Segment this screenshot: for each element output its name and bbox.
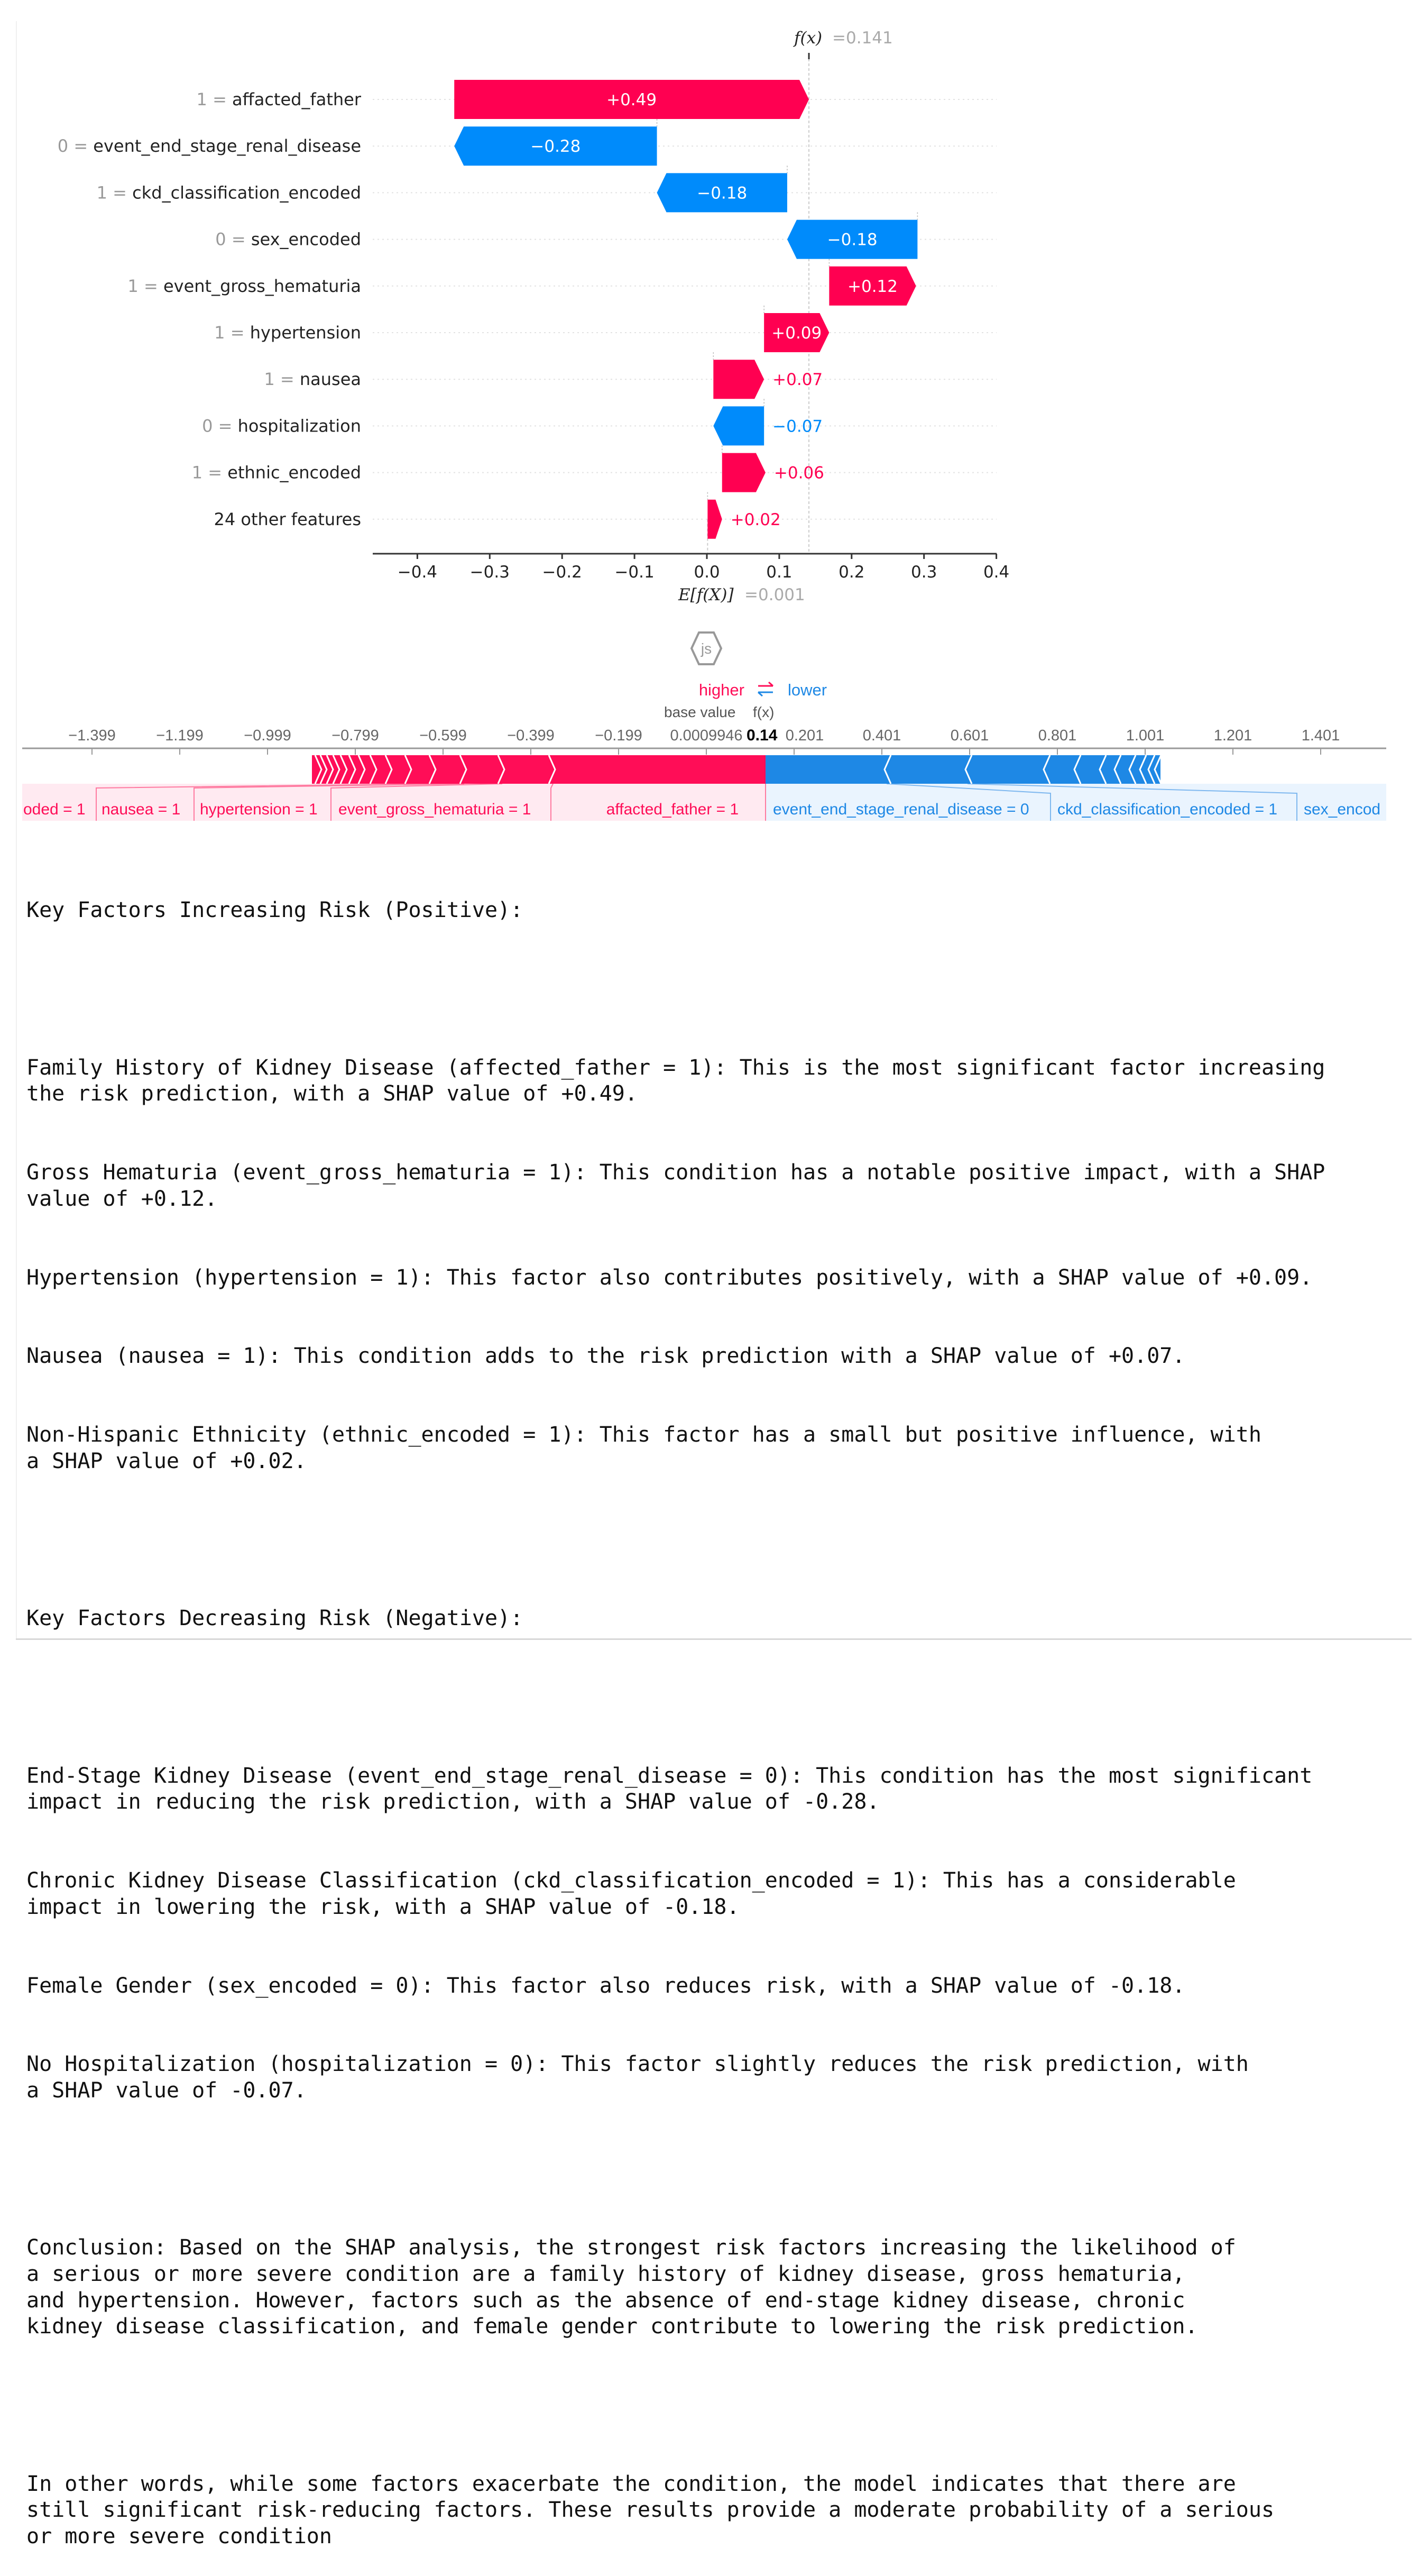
force-tick-label: −1.399	[68, 727, 116, 744]
force-tick-label: 0.401	[862, 727, 901, 744]
fx-output-value: 0.14	[747, 727, 778, 744]
feature-name: ethnic_encoded	[227, 462, 361, 483]
force-tick-label: −0.599	[419, 727, 467, 744]
negative-item: No Hospitalization (hospitalization = 0): This factor slightly reduces the risk prediction, with a SHAP value of -0.07.	[26, 2052, 1249, 2103]
force-tick-label: 1.401	[1301, 727, 1340, 744]
feature-name: sex_encoded	[251, 229, 361, 250]
bar-value-label: −0.28	[530, 137, 581, 157]
analysis-text	[26, 845, 1325, 2576]
force-tick-label: −0.399	[507, 727, 555, 744]
force-negative-label: sex_encod	[1304, 801, 1381, 818]
force-positive-label: event_gross_hematuria = 1	[338, 801, 531, 818]
positive-item: Non-Hispanic Ethnicity (ethnic_encoded = 1): This factor has a small but positive influence, with a SHAP value of +0.02.	[26, 1423, 1261, 1473]
force-positive-label: hypertension = 1	[200, 801, 318, 818]
positive-item: Gross Hematuria (event_gross_hematuria = 1): This condition has a notable positive impact, with a SHAP value of +0.12.	[26, 1160, 1325, 1211]
force-tick-label: −1.199	[156, 727, 204, 744]
force-negative-label: ckd_classification_encoded = 1	[1057, 801, 1278, 818]
feature-value: 0 =	[202, 416, 238, 436]
summary-paragraph: In other words, while some factors exacerbate the condition, the model indicates that there are still significant risk-reducing factors. These results provide a moderate probability of a serious or more severe condition	[26, 2471, 1275, 2549]
positive-heading: Key Factors Increasing Risk (Positive):	[26, 898, 523, 923]
x-tick-label: −0.1	[614, 563, 655, 582]
bar-value-label: +0.06	[773, 463, 824, 483]
force-tick-label: 0.801	[1038, 727, 1077, 744]
force-tick-label: 1.001	[1126, 727, 1165, 744]
force-tick-label: 0.0009946	[670, 727, 743, 744]
bar-value-label: +0.09	[771, 324, 822, 343]
feature-value: 1 =	[196, 89, 233, 109]
feature-value: 1 =	[127, 276, 163, 296]
force-legend	[664, 681, 827, 720]
base-value-label: E[f(X)]	[678, 585, 734, 604]
force-tick-label: −0.799	[331, 727, 379, 744]
force-plot	[0, 0, 1428, 846]
swap-arrows-icon	[758, 682, 773, 696]
fx-caption: f(x)	[753, 704, 775, 720]
force-feature-labels	[23, 801, 1380, 818]
feature-name: hypertension	[250, 323, 361, 343]
feature-name: event_end_stage_renal_disease	[93, 136, 361, 157]
x-tick-label: −0.2	[542, 563, 582, 582]
feature-name: event_gross_hematuria	[163, 276, 361, 296]
x-tick-label: 0.1	[766, 563, 793, 582]
higher-label: higher	[698, 681, 744, 699]
x-tick-label: −0.3	[469, 563, 510, 582]
bar-value-label: +0.02	[730, 510, 781, 529]
feature-name: ckd_classification_encoded	[132, 182, 361, 203]
base-equals: =	[744, 585, 758, 604]
negative-item: End-Stage Kidney Disease (event_end_stage_renal_disease = 0): This condition has the most significant impact in reducing the risk prediction, with a SHAP value of -0.28.	[26, 1763, 1313, 1814]
feature-value: 0 =	[57, 136, 94, 157]
positive-item: Nausea (nausea = 1): This condition adds to the risk prediction with a SHAP value of +0.07.	[26, 1344, 1185, 1369]
x-tick-label: 0.2	[839, 563, 865, 582]
base-value-caption: base value	[664, 704, 736, 720]
feature-name: hospitalization	[237, 416, 361, 436]
negative-heading: Key Factors Decreasing Risk (Negative):	[26, 1606, 523, 1631]
feature-value: 1 =	[96, 182, 133, 203]
x-tick-label: 0.0	[694, 563, 720, 582]
feature-name: nausea	[299, 369, 361, 390]
negative-item: Chronic Kidney Disease Classification (ckd_classification_encoded = 1): This has a considerable impact in lowering the risk, with a SHAP value of -0.18.	[26, 1868, 1236, 1919]
x-tick-label: −0.4	[397, 563, 438, 582]
feature-name: affacted_father	[232, 89, 361, 109]
fx-value: 0.141	[846, 29, 893, 48]
feature-value: 0 =	[215, 229, 251, 250]
bar-value-label: −0.18	[697, 184, 748, 203]
force-tick-label: 0.601	[950, 727, 989, 744]
positive-item: Hypertension (hypertension = 1): This factor also contributes positively, with a SHAP value of +0.09.	[26, 1265, 1313, 1290]
force-positive-bar	[312, 755, 766, 784]
bar-value-label: +0.12	[847, 277, 898, 296]
negative-item: Female Gender (sex_encoded = 0): This factor also reduces risk, with a SHAP value of -0.18.	[26, 1973, 1185, 1998]
feature-value: 1 =	[214, 323, 250, 343]
feature-name: 24 other features	[214, 509, 361, 529]
x-tick-label: 0.3	[911, 563, 937, 582]
lower-label: lower	[788, 681, 827, 699]
bar-value-label: +0.07	[772, 370, 823, 390]
feature-value: 1 =	[264, 369, 300, 390]
fx-label: f(x)	[794, 29, 823, 48]
svg-text:js: js	[701, 640, 712, 657]
force-axis	[22, 727, 1386, 755]
bar-value-label: −0.07	[772, 417, 823, 436]
force-tick-label: 1.201	[1213, 727, 1252, 744]
conclusion-paragraph: Conclusion: Based on the SHAP analysis, the strongest risk factors increasing the likelihood of a serious or more severe condition are a family history of kidney disease, gross hematuria, and hypertension. However, factors such as the absence of end-stage kidney disease, chronic kidney disease classification, and female gender contribute to lowering the risk prediction.	[26, 2235, 1236, 2339]
force-negative-bar	[766, 755, 1160, 784]
force-negative-label: event_end_stage_renal_disease = 0	[773, 801, 1029, 818]
force-bars	[312, 755, 1161, 784]
bar-value-label: −0.18	[827, 230, 878, 250]
x-tick-label: 0.4	[983, 563, 1010, 582]
force-tick-label: −0.999	[244, 727, 291, 744]
cell-bottom-divider	[16, 1638, 1412, 1640]
base-value: 0.001	[758, 585, 805, 604]
positive-item: Family History of Kidney Disease (affected_father = 1): This is the most significant factor increasing the risk prediction, with a SHAP value of +0.49.	[26, 1055, 1325, 1106]
force-positive-label: nausea = 1	[102, 801, 181, 818]
force-positive-label: affacted_father = 1	[606, 801, 739, 818]
force-positive-label: oded = 1	[23, 801, 86, 818]
bar-value-label: +0.49	[606, 90, 657, 109]
force-tick-label: 0.201	[785, 727, 824, 744]
force-tick-label: −0.199	[595, 727, 642, 744]
fx-equals: =	[832, 29, 846, 48]
feature-value: 1 =	[191, 462, 228, 483]
